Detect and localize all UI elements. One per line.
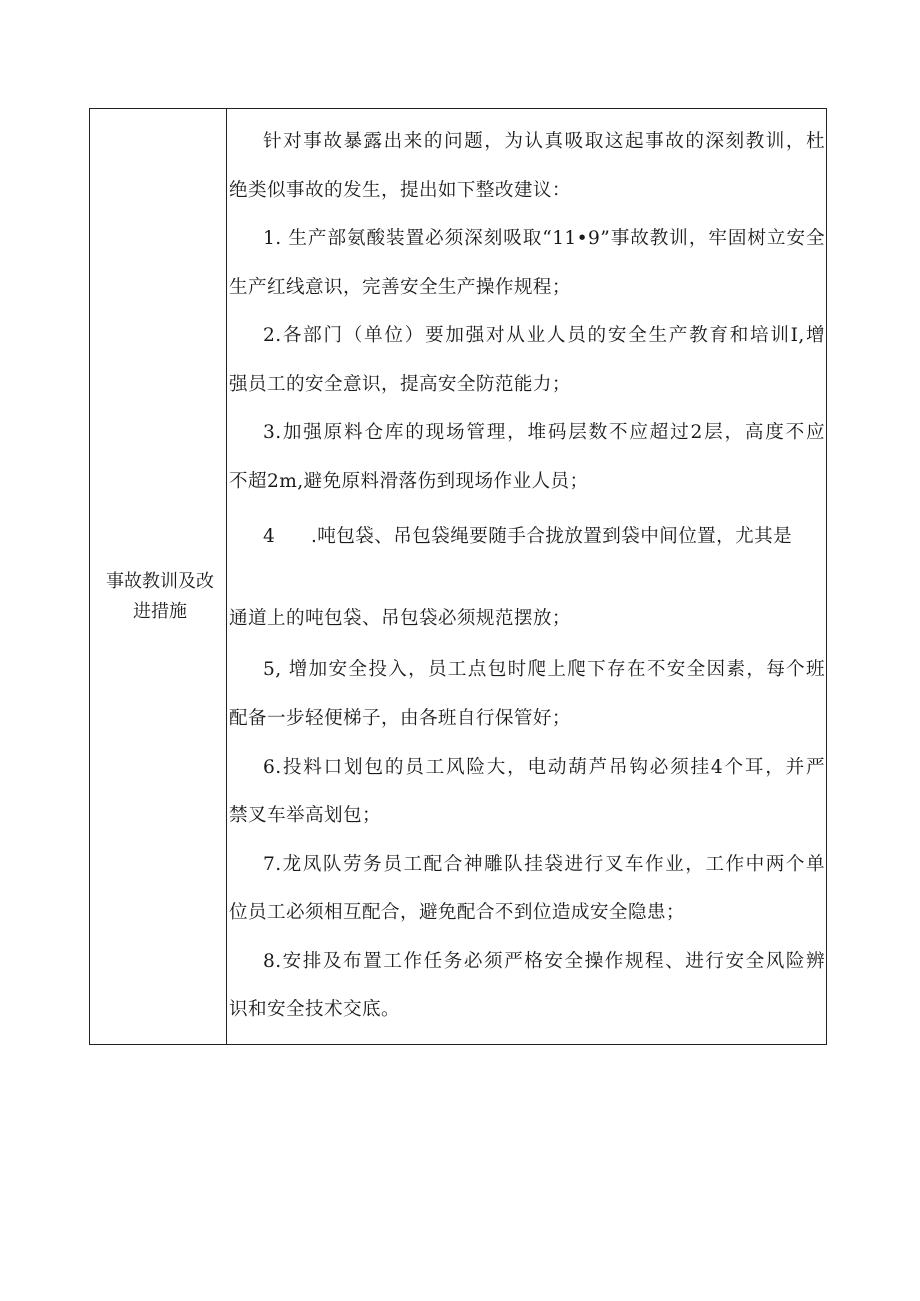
item-5-line-1: 5, 增加安全投入，员工点包时爬上爬下存在不安全因素，每个班	[263, 659, 825, 680]
item-4-text: .吨包袋、吊包袋绳要随手合拢放置到袋中间位置，尤其是	[311, 526, 793, 547]
table-label-cell	[90, 109, 227, 1044]
item-2-line-1: 2.各部门（单位）要加强对从业人员的安全生产教育和培训I,增	[263, 325, 825, 346]
table-label-line-2: 进措施	[133, 601, 187, 622]
item-2-line-2: 强员工的安全意识，提高安全防范能力；	[229, 374, 571, 395]
intro-line-1: 针对事故暴露出来的问题，为认真吸取这起事故的深刻教训，杜	[263, 131, 825, 152]
item-7-line-2: 位员工必须相互配合，避免配合不到位造成安全隐患；	[229, 902, 685, 923]
table-label-line-1: 事故教训及改	[106, 571, 214, 592]
item-4-line-2: 通道上的吨包袋、吊包袋必须规范摆放；	[229, 608, 571, 629]
rectification-table	[89, 108, 827, 1045]
item-5-line-2: 配备一步轻便梯子，由各班自行保管好；	[229, 708, 571, 729]
item-7-line-1: 7.龙凤队劳务员工配合神雕队挂袋进行叉车作业，工作中两个单	[263, 854, 825, 875]
item-1-line-1: 1. 生产部氨酸装置必须深刻吸取“11•9”事故教训，牢固树立安全	[263, 228, 825, 249]
item-4-number: 4	[263, 526, 276, 547]
item-3-line-1: 3.加强原料仓库的现场管理，堆码层数不应超过2层，高度不应	[263, 422, 825, 443]
table-content-cell	[227, 109, 826, 1044]
table-label	[96, 567, 224, 627]
item-8-line-2: 识和安全技术交底。	[229, 999, 400, 1020]
intro-line-2: 绝类似事故的发生，提出如下整改建议：	[229, 180, 571, 201]
item-8-line-1: 8.安排及布置工作任务必须严格安全操作规程、进行安全风险辨	[263, 951, 825, 972]
item-6-line-1: 6.投料口划包的员工风险大，电动葫芦吊钩必须挂4个耳，并严	[263, 757, 825, 778]
item-4-line-1	[263, 522, 825, 552]
item-6-line-2: 禁叉车举高划包；	[229, 805, 381, 826]
item-1-line-2: 生产红线意识，完善安全生产操作规程；	[229, 277, 571, 298]
item-3-line-2: 不超2m,避免原料滑落伤到现场作业人员；	[229, 471, 589, 492]
